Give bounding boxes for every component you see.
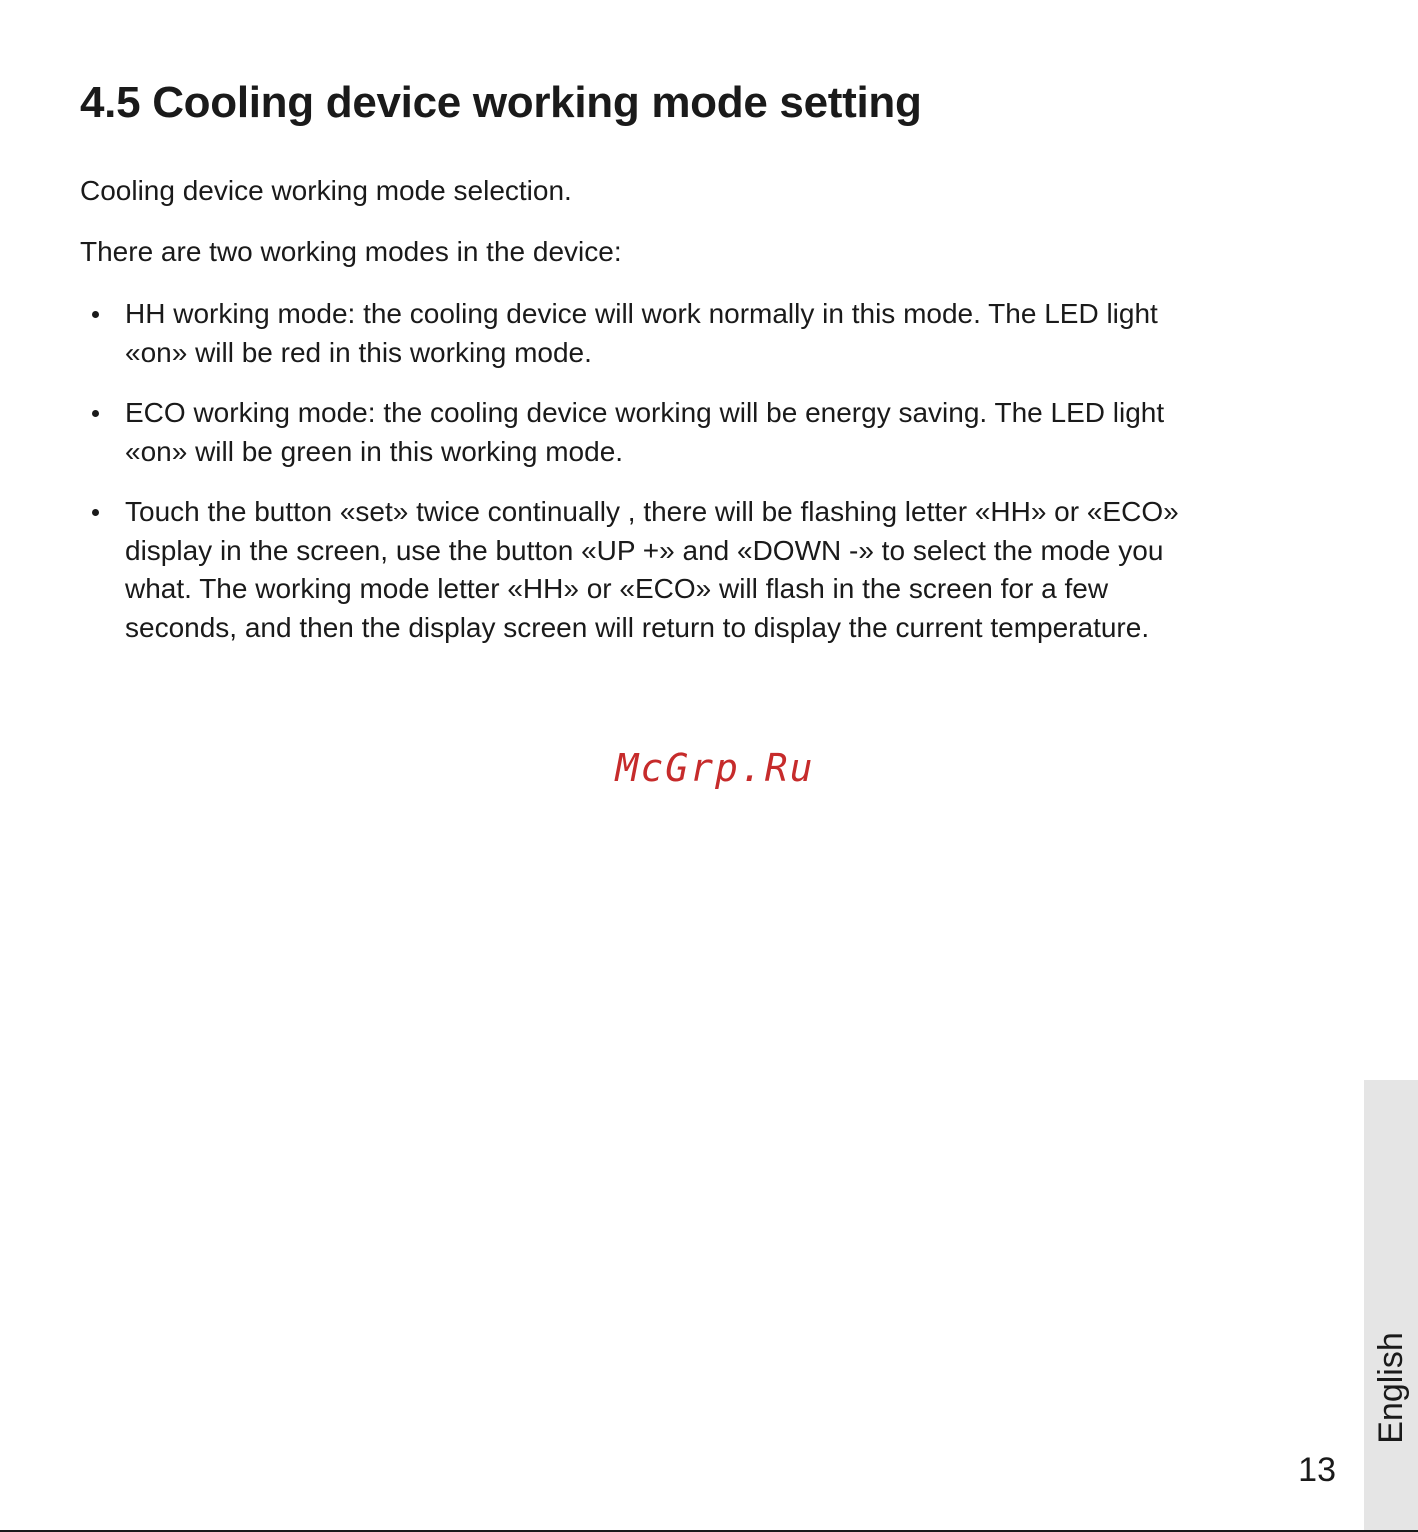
language-side-tab xyxy=(1364,1080,1418,1532)
page-title: 4.5 Cooling device working mode setting xyxy=(80,78,922,127)
watermark: McGrp.Ru xyxy=(615,746,815,790)
modes-intro-paragraph: There are two working modes in the device: xyxy=(80,236,622,267)
page-number: 13 xyxy=(1298,1451,1336,1489)
list-item-hh-mode xyxy=(80,295,1320,372)
bullet-icon xyxy=(92,311,99,318)
list-item-line: what. The working mode letter «HH» or «ECO» will flash in the screen for a few xyxy=(125,573,1109,604)
list-item-line: ECO working mode: the cooling device working will be energy saving. The LED light xyxy=(125,397,1165,428)
bullet-icon xyxy=(92,410,99,417)
intro-paragraph: Cooling device working mode selection. xyxy=(80,175,572,206)
working-mode-list xyxy=(80,295,1320,669)
list-item-line: «on» will be red in this working mode. xyxy=(125,336,592,368)
list-item-line: seconds, and then the display screen will return to display the current temperature. xyxy=(125,611,1150,643)
list-item-line: display in the screen, use the button «UP +» and «DOWN -» to select the mode you xyxy=(125,534,1164,566)
list-item-line: Touch the button «set» twice continually , there will be flashing letter «HH» or «ECO» xyxy=(125,496,1179,527)
bullet-icon xyxy=(92,509,99,516)
list-item-line: «on» will be green in this working mode. xyxy=(125,435,624,467)
list-item-line: HH working mode: the cooling device will work normally in this mode. The LED light xyxy=(125,298,1158,329)
list-item-set-instructions xyxy=(80,493,1320,647)
language-tab-label: English xyxy=(1372,1332,1410,1444)
list-item-eco-mode xyxy=(80,394,1320,471)
